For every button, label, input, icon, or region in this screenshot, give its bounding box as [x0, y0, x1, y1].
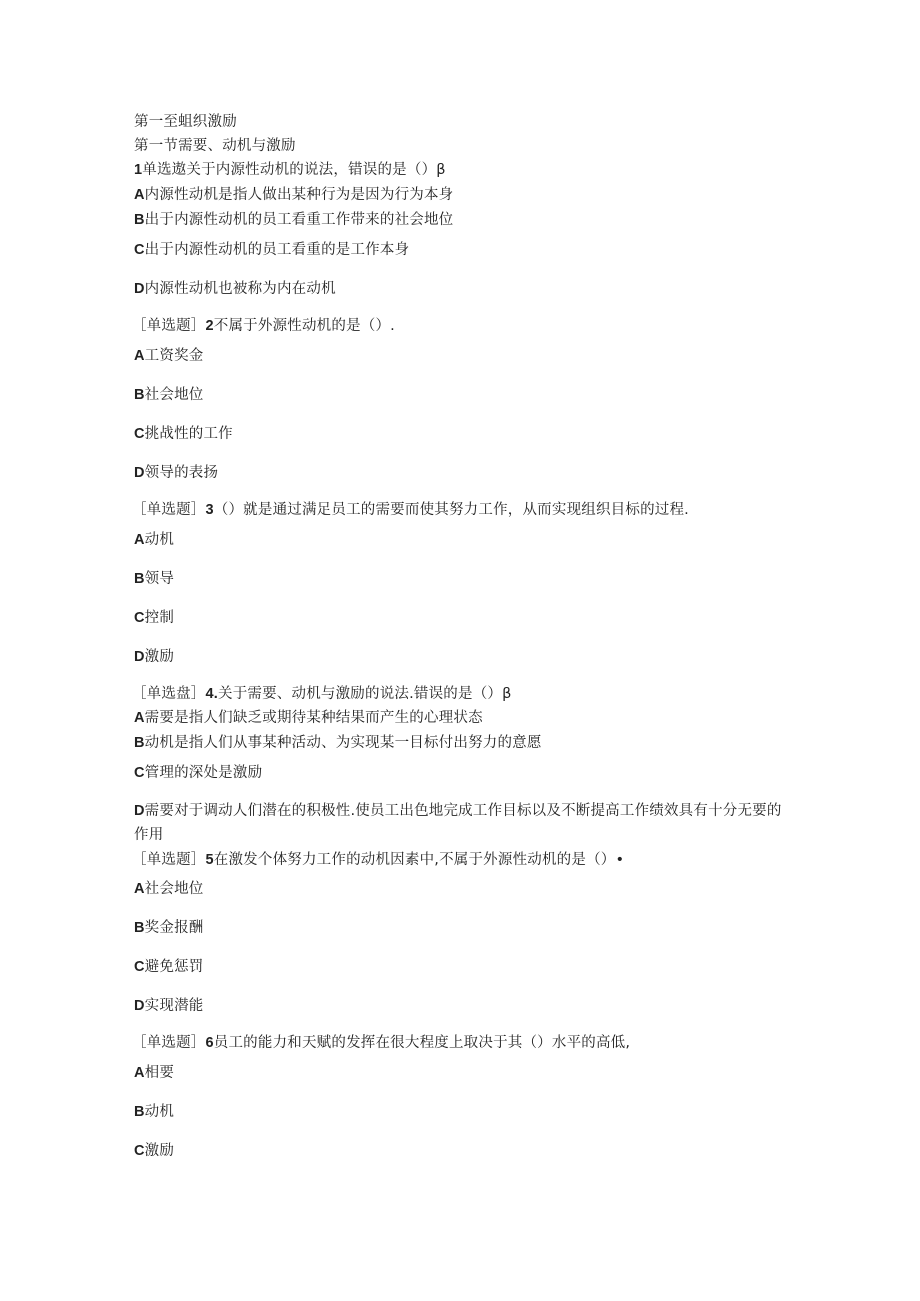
- question-3-stem: [134, 500, 689, 520]
- option-letter: C: [134, 765, 145, 781]
- q4-option-c: [134, 763, 262, 783]
- option-letter: A: [134, 881, 145, 897]
- q1-option-a: [134, 185, 453, 205]
- q5-option-a: [134, 879, 203, 899]
- q1-option-c: [134, 240, 409, 260]
- chapter-title: 第一至蛆织激励: [134, 114, 237, 130]
- question-number: 5: [205, 852, 214, 868]
- option-letter: B: [134, 212, 145, 228]
- option-letter: A: [134, 710, 145, 726]
- question-2-stem: [134, 316, 395, 336]
- question-number: 1: [134, 162, 143, 178]
- question-text: 在激发个体努力工作的动机因素中,不属于外源性动机的是（）•: [213, 852, 625, 868]
- option-letter: B: [134, 571, 145, 587]
- q2-option-c: [134, 424, 233, 444]
- option-text: 内源性动机也被称为内在动机: [144, 281, 336, 297]
- q2-option-d: [134, 463, 218, 483]
- option-text: 工资奖金: [144, 348, 204, 364]
- option-text: 需要对于调动人们潜在的积极性.使员工出色地完成工作目标以及不断提高工作绩效具有十分无要的作用: [134, 803, 782, 843]
- question-number: 2: [205, 318, 214, 334]
- option-letter: B: [134, 387, 145, 403]
- question-text: 关于需要、动机与激励的说法.错误的是（）β: [218, 686, 512, 702]
- option-letter: A: [134, 187, 145, 203]
- option-text: 相要: [144, 1065, 175, 1081]
- option-letter: A: [134, 1065, 145, 1081]
- q3-option-b: [134, 569, 174, 589]
- option-text: 领导: [144, 571, 175, 587]
- question-type-tag: ［单选盘］: [132, 686, 206, 702]
- question-number: 3: [205, 502, 214, 518]
- question-6-stem: [134, 1033, 630, 1053]
- q2-option-b: [134, 385, 203, 405]
- question-type-tag: ［单选题］: [132, 852, 206, 868]
- option-text: 社会地位: [144, 387, 204, 403]
- option-text: 动机: [144, 1104, 175, 1120]
- option-letter: B: [134, 1104, 145, 1120]
- q6-option-b: [134, 1102, 174, 1122]
- question-5-stem: [134, 850, 624, 870]
- q5-option-d: [134, 996, 203, 1016]
- option-letter: D: [134, 649, 145, 665]
- q4-option-a: [134, 708, 483, 728]
- q6-option-c: [134, 1141, 174, 1161]
- question-text: （）就是通过满足员工的需要而使其努力工作，从而实现组织目标的过程.: [213, 502, 689, 518]
- question-text: 不属于外源性动机的是（）.: [213, 318, 395, 334]
- option-text: 管理的深处是激励: [144, 765, 263, 781]
- q1-option-d: [134, 279, 336, 299]
- question-text: 单选遨关于内源性动机的说法，错误的是（）β: [142, 162, 446, 178]
- q3-option-c: [134, 608, 174, 628]
- option-text: 激励: [144, 649, 175, 665]
- option-text: 避免惩罚: [144, 959, 204, 975]
- option-letter: D: [134, 998, 145, 1014]
- q5-option-b: [134, 918, 203, 938]
- question-type-tag: ［单选题］: [132, 502, 206, 518]
- option-text: 需要是指人们缺乏或期待某种结果而产生的心理状态: [144, 710, 483, 726]
- question-number: 4.: [205, 686, 218, 702]
- question-text: 员工的能力和天赋的发挥在很大程度上取决于其（）水平的高低,: [213, 1035, 631, 1051]
- option-text: 激励: [144, 1143, 175, 1159]
- option-letter: C: [134, 959, 145, 975]
- option-text: 控制: [144, 610, 175, 626]
- option-text: 奖金报酬: [144, 920, 204, 936]
- question-type-tag: ［单选题］: [132, 1035, 206, 1051]
- option-letter: D: [134, 465, 145, 481]
- option-letter: C: [134, 610, 145, 626]
- question-4-stem: [134, 684, 512, 704]
- q3-option-a: [134, 530, 174, 550]
- option-text: 内源性动机是指人做出某种行为是因为行为本身: [144, 187, 454, 203]
- option-letter: C: [134, 426, 145, 442]
- option-text: 实现潜能: [144, 998, 204, 1014]
- q5-option-c: [134, 957, 203, 977]
- option-letter: B: [134, 735, 145, 751]
- q2-option-a: [134, 346, 203, 366]
- option-letter: C: [134, 242, 145, 258]
- option-text: 动机是指人们从事某种活动、为实现某一目标付出努力的意愿: [144, 735, 542, 751]
- q4-option-b: [134, 733, 542, 753]
- q1-option-b: [134, 210, 453, 230]
- question-number: 6: [205, 1035, 214, 1051]
- option-text: 社会地位: [144, 881, 204, 897]
- option-text: 出于内源性动机的员工看重工作带来的社会地位: [144, 212, 454, 228]
- option-letter: D: [134, 803, 145, 819]
- q3-option-d: [134, 647, 174, 667]
- section-title: 第一节需要、动机与激励: [134, 138, 296, 154]
- option-letter: C: [134, 1143, 145, 1159]
- q6-option-a: [134, 1063, 174, 1083]
- q4-option-d: [134, 799, 794, 847]
- option-text: 出于内源性动机的员工看重的是工作本身: [144, 242, 410, 258]
- option-letter: D: [134, 281, 145, 297]
- question-type-tag: ［单选题］: [132, 318, 206, 334]
- option-text: 动机: [144, 532, 175, 548]
- option-text: 领导的表扬: [144, 465, 219, 481]
- option-letter: A: [134, 348, 145, 364]
- option-text: 挑战性的工作: [144, 426, 233, 442]
- question-1-stem: [134, 160, 446, 180]
- option-letter: A: [134, 532, 145, 548]
- option-letter: B: [134, 920, 145, 936]
